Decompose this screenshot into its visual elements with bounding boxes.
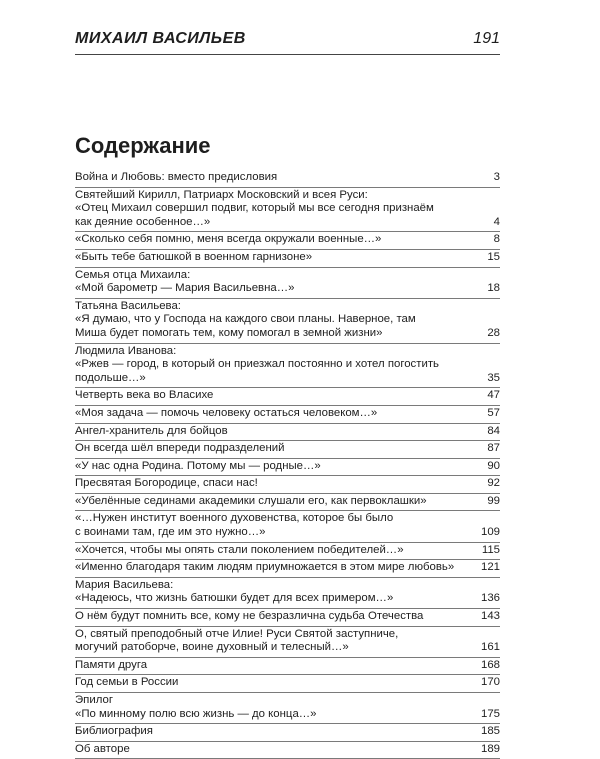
toc-entry-page-number: 185 bbox=[480, 725, 500, 738]
toc-entry-line: «Моя задача — помочь человеку остаться человеком…» bbox=[75, 406, 378, 419]
toc-entry bbox=[75, 441, 500, 459]
toc-entry-page-number: 143 bbox=[480, 610, 500, 623]
toc-entry bbox=[75, 658, 500, 676]
toc-entry bbox=[75, 388, 500, 406]
toc-entry bbox=[75, 693, 500, 724]
toc-entry bbox=[75, 406, 500, 424]
toc-entry-page-number: 121 bbox=[480, 561, 500, 574]
toc-entry-line: с воинами там, где им это нужно…» bbox=[75, 526, 266, 539]
header-rule bbox=[75, 54, 500, 55]
toc-entry-page-number: 47 bbox=[487, 389, 500, 402]
toc-entry bbox=[75, 268, 500, 299]
toc-entry bbox=[75, 511, 500, 542]
toc-entry-line: О, святый преподобный отче Илие! Руси Святой заступниче, bbox=[75, 627, 399, 640]
toc-entry-line: Эпилог bbox=[75, 694, 113, 706]
toc-entry-page-number: 136 bbox=[480, 592, 500, 605]
toc-entry-page-number: 99 bbox=[487, 494, 500, 507]
toc-entry-line: Миша будет помогать тем, кому помогал в земной жизни» bbox=[75, 326, 383, 339]
toc-entry bbox=[75, 609, 500, 627]
toc-entry-line: Об авторе bbox=[75, 742, 130, 755]
running-header bbox=[75, 30, 500, 48]
toc-entry-line: Святейший Кирилл, Патриарх Московский и всея Руси: bbox=[75, 188, 368, 201]
toc-entry bbox=[75, 299, 500, 344]
toc-entry-line: Пресвятая Богородице, спаси нас! bbox=[75, 477, 258, 490]
toc-entry-page-number: 8 bbox=[493, 233, 500, 246]
toc-entry-line: Ангел-хранитель для бойцов bbox=[75, 424, 228, 437]
toc-title: Содержание bbox=[75, 133, 211, 158]
toc-entry-line: Война и Любовь: вместо предисловия bbox=[75, 171, 278, 183]
toc-entry-page-number: 4 bbox=[493, 215, 500, 228]
toc-entry-line: О нём будут помнить все, кому не безразлична судьба Отечества bbox=[75, 610, 424, 623]
toc-entry bbox=[75, 232, 500, 250]
toc-entry-line: Он всегда шёл впереди подразделений bbox=[75, 442, 285, 455]
toc-entry-line: Памяти друга bbox=[75, 658, 148, 671]
toc-entry bbox=[75, 627, 500, 658]
toc-entry-line: Библиография bbox=[75, 725, 153, 738]
toc-entry-page-number: 15 bbox=[487, 250, 500, 263]
toc-entry-page-number: 161 bbox=[480, 641, 500, 654]
toc-entry-line: Татьяна Васильева: bbox=[75, 299, 181, 312]
toc-entry bbox=[75, 344, 500, 389]
toc-entry-line: «Отец Михаил совершил подвиг, который мы все сегодня признаём bbox=[75, 202, 434, 215]
toc-entry-line: «Надеюсь, что жизнь батюшки будет для всех примером…» bbox=[75, 592, 394, 605]
toc-entry-page-number: 168 bbox=[480, 658, 500, 671]
toc-entry-line: «По минному полю всю жизнь — до конца…» bbox=[75, 707, 317, 720]
toc-entry bbox=[75, 250, 500, 268]
toc-entry-page-number: 87 bbox=[487, 442, 500, 455]
toc-entry-line: Семья отца Михаила: bbox=[75, 268, 191, 281]
toc-entry-line: «Ржев — город, в который он приезжал постоянно и хотел погостить bbox=[75, 358, 439, 371]
toc-entry-line: «Хочется, чтобы мы опять стали поколением победителей…» bbox=[75, 543, 404, 556]
table-of-contents bbox=[75, 170, 500, 759]
toc-entry-line: как деяние особенное…» bbox=[75, 215, 211, 228]
toc-entry-page-number: 92 bbox=[487, 477, 500, 490]
toc-entry bbox=[75, 459, 500, 477]
toc-entry-line: «Именно благодаря таким людям приумножается в этом мире любовь» bbox=[75, 561, 455, 574]
toc-entry bbox=[75, 742, 500, 759]
toc-entry-line: Четверть века во Власихе bbox=[75, 389, 214, 402]
toc-entry-line: Мария Васильева: bbox=[75, 578, 174, 591]
toc-entry bbox=[75, 675, 500, 693]
toc-entry-page-number: 57 bbox=[487, 406, 500, 419]
toc-entry bbox=[75, 188, 500, 233]
toc-entry-page-number: 170 bbox=[480, 676, 500, 689]
toc-entry-page-number: 84 bbox=[487, 424, 500, 437]
toc-entry bbox=[75, 578, 500, 609]
toc-entry-line: «Мой барометр — Мария Васильевна…» bbox=[75, 282, 295, 295]
running-header-author: МИХАИЛ ВАСИЛЬЕВ bbox=[75, 30, 246, 47]
toc-entry bbox=[75, 494, 500, 512]
toc-entry-page-number: 35 bbox=[487, 371, 500, 384]
toc-entry-page-number: 28 bbox=[487, 326, 500, 339]
toc-entry-page-number: 90 bbox=[487, 459, 500, 472]
toc-entry-page-number: 189 bbox=[480, 742, 500, 755]
running-header-page-number: 191 bbox=[473, 30, 500, 47]
toc-entry-line: «Я думаю, что у Господа на каждого свои планы. Наверное, там bbox=[75, 313, 416, 326]
toc-entry-page-number: 3 bbox=[493, 171, 500, 183]
toc-entry bbox=[75, 170, 500, 188]
toc-entry-page-number: 18 bbox=[487, 282, 500, 295]
toc-entry bbox=[75, 543, 500, 561]
toc-entry-line: «Убелённые сединами академики слушали его, как первоклашки» bbox=[75, 494, 427, 507]
toc-entry-line: могучий ратоборче, воине духовный и телесный…» bbox=[75, 641, 349, 654]
toc-entry-line: Год семьи в России bbox=[75, 676, 179, 689]
toc-entry bbox=[75, 476, 500, 494]
toc-entry-page-number: 115 bbox=[481, 543, 500, 556]
toc-entry-line: подольше…» bbox=[75, 371, 146, 384]
toc-entry bbox=[75, 560, 500, 578]
toc-entry-line: «Сколько себя помню, меня всегда окружали военные…» bbox=[75, 233, 382, 246]
toc-entry-line: «…Нужен институт военного духовенства, которое бы было bbox=[75, 512, 394, 525]
toc-entry-page-number: 175 bbox=[480, 707, 500, 720]
toc-entry bbox=[75, 424, 500, 442]
toc-entry-line: Людмила Иванова: bbox=[75, 344, 177, 357]
toc-entry-line: «Быть тебе батюшкой в военном гарнизоне» bbox=[75, 250, 313, 263]
toc-entry-page-number: 109 bbox=[480, 526, 500, 539]
toc-entry-line: «У нас одна Родина. Потому мы — родные…» bbox=[75, 459, 321, 472]
toc-entry bbox=[75, 724, 500, 742]
